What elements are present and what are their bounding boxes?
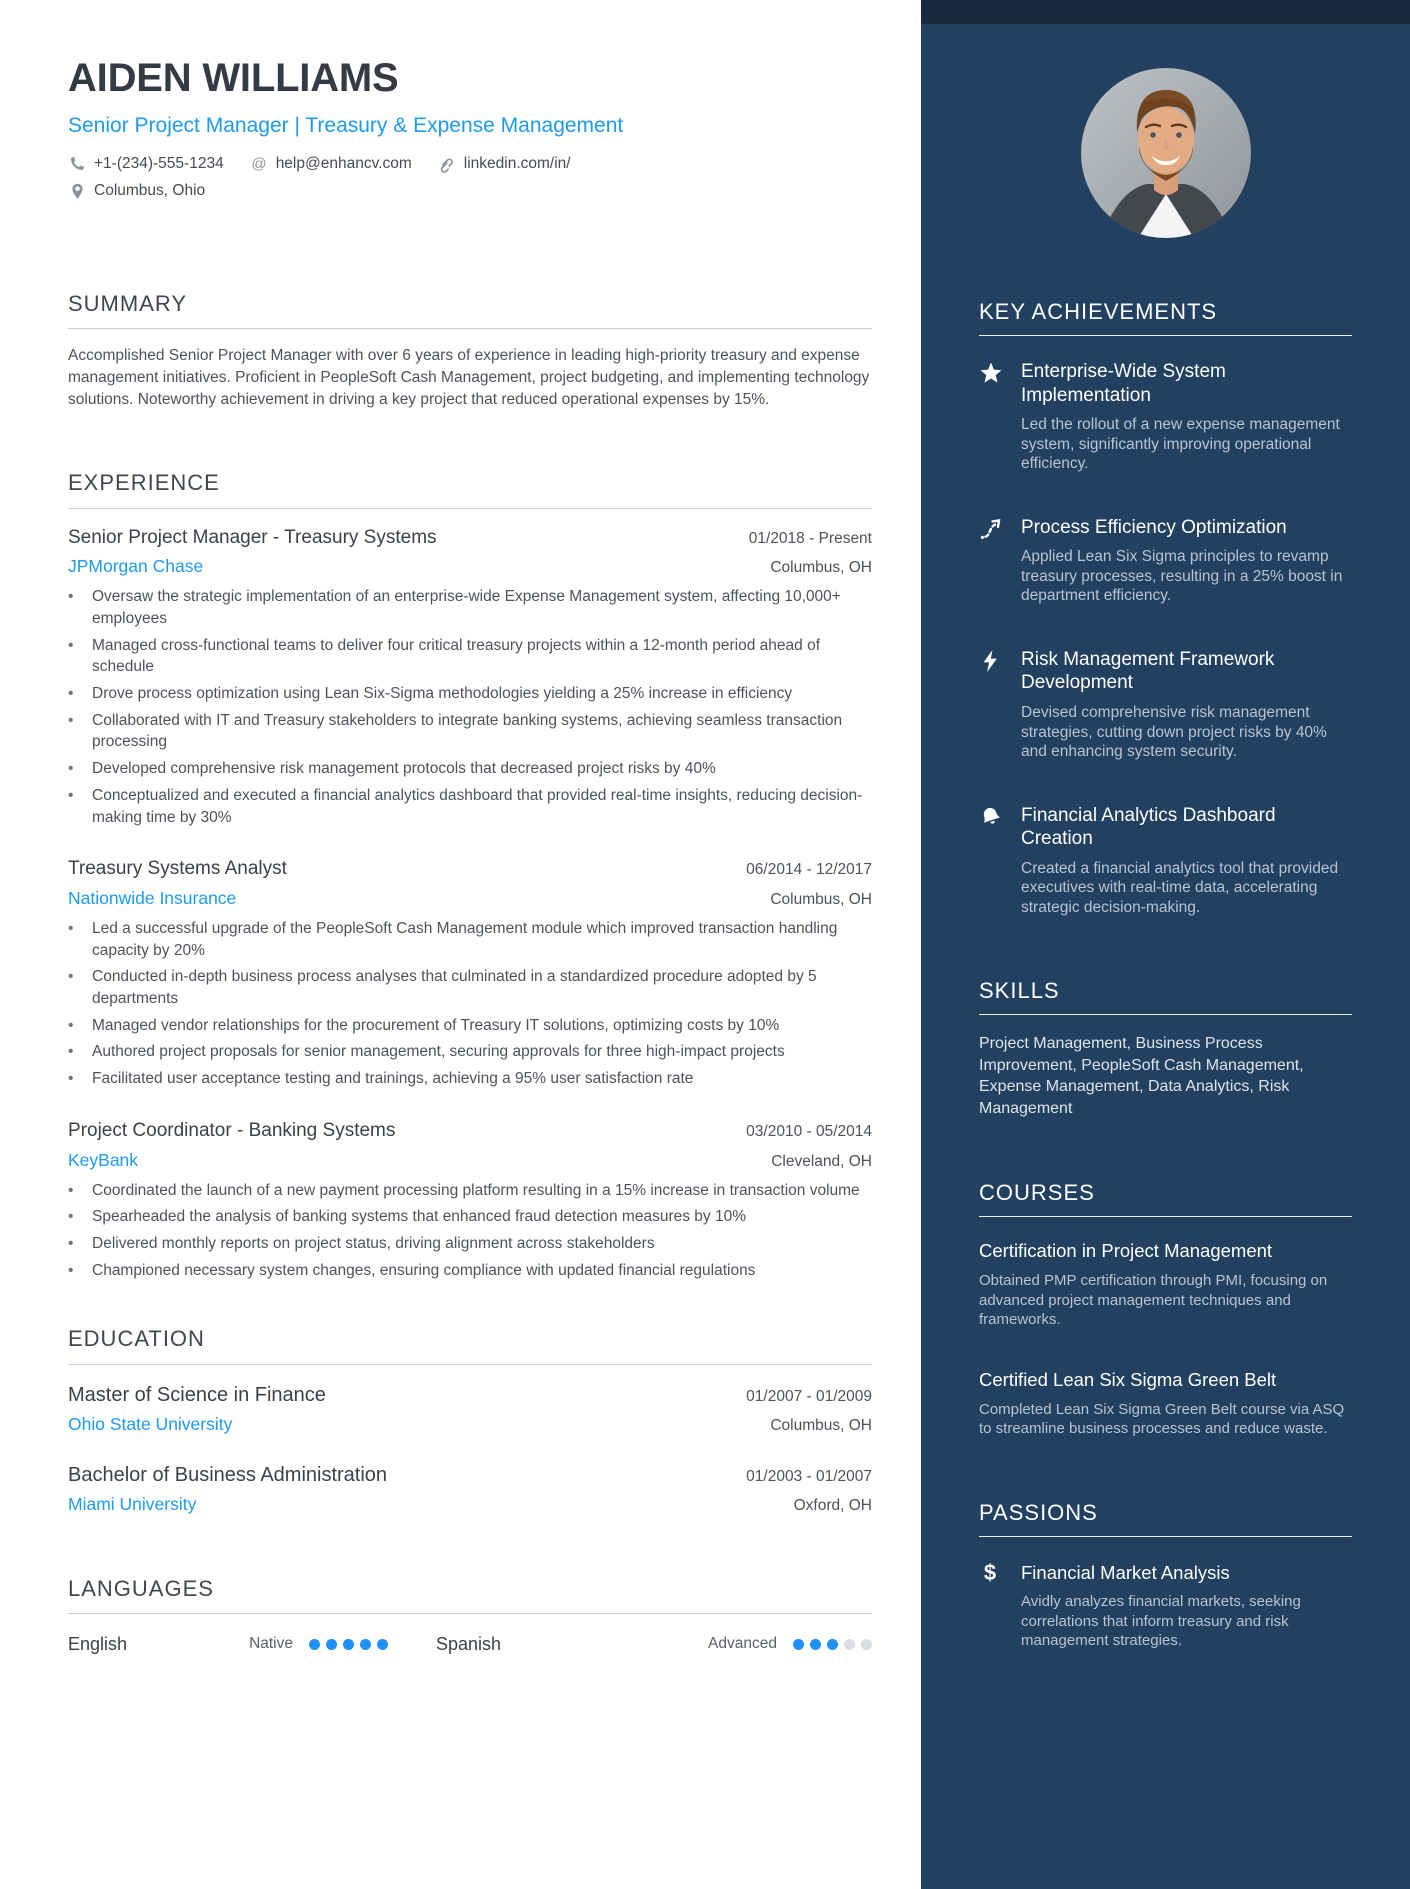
dollar-icon xyxy=(979,1561,1021,1651)
summary-heading: SUMMARY xyxy=(68,291,188,317)
bullet-marker: • xyxy=(68,1016,74,1034)
location-icon xyxy=(68,182,86,200)
job-location: Columbus, OH xyxy=(770,891,872,909)
bullet-item xyxy=(68,1015,872,1037)
achievement-item xyxy=(979,804,1352,918)
job-subheader-row xyxy=(68,1150,872,1171)
job-dates: 06/2014 - 12/2017 xyxy=(746,861,872,879)
job-location: Cleveland, OH xyxy=(771,1152,872,1170)
contact-text: +1-(234)-555-1234 xyxy=(94,155,224,173)
section-divider xyxy=(68,328,872,329)
language-name: English xyxy=(68,1633,128,1654)
language-level: Native xyxy=(249,1635,293,1653)
education-dates: 01/2007 - 01/2009 xyxy=(746,1387,872,1405)
bullet-text: Drove process optimization using Lean Six-Sigma methodologies yielding a 25% increase in efficiency xyxy=(92,685,793,703)
job-dates: 01/2018 - Present xyxy=(748,529,872,547)
section-skills xyxy=(979,979,1352,1119)
achievement-item xyxy=(979,516,1352,606)
education-entry xyxy=(68,1463,872,1515)
link-icon xyxy=(438,155,456,173)
bullet-text: Oversaw the strategic implementation of an enterprise-wide Expense Management system, affecting 10,000+ employees xyxy=(92,588,841,628)
section-divider xyxy=(979,1216,1352,1217)
section-key-achievements xyxy=(979,300,1352,917)
section-divider xyxy=(68,1613,872,1614)
bullet-item xyxy=(68,966,872,1009)
contact-rows xyxy=(68,155,872,200)
section-languages xyxy=(68,1577,872,1655)
job-header-row xyxy=(68,527,872,550)
bullet-marker: • xyxy=(68,760,74,778)
dot-filled xyxy=(343,1639,354,1650)
bullet-marker: • xyxy=(68,920,74,938)
job-subheader-row xyxy=(68,888,872,909)
section-divider xyxy=(979,1014,1352,1015)
passion-body xyxy=(1021,1561,1352,1651)
sidebar xyxy=(921,0,1410,1889)
job-header-row xyxy=(68,858,872,881)
contact-item[interactable] xyxy=(68,155,224,173)
achievement-description: Led the rollout of a new expense management system, significantly improving operational efficiency. xyxy=(1021,416,1340,473)
bullet-marker: • xyxy=(68,711,74,729)
achievements-container xyxy=(979,360,1352,917)
bullet-item xyxy=(68,635,872,678)
education-header-row xyxy=(68,1383,872,1407)
degree-title: Bachelor of Business Administration xyxy=(68,1463,388,1486)
email-icon xyxy=(250,155,268,173)
company-link[interactable]: JPMorgan Chase xyxy=(68,556,204,577)
job-subheader-row xyxy=(68,556,872,577)
process-arrow-icon xyxy=(979,516,1021,606)
section-summary xyxy=(68,292,872,411)
dot-filled xyxy=(360,1639,371,1650)
experience-heading: EXPERIENCE xyxy=(68,470,220,496)
education-heading: EDUCATION xyxy=(68,1326,205,1352)
job-bullets xyxy=(68,586,872,828)
job-bullets xyxy=(68,1180,872,1282)
education-location: Columbus, OH xyxy=(770,1416,872,1434)
bullet-marker: • xyxy=(68,1043,74,1061)
bullet-text: Championed necessary system changes, ensuring compliance with updated financial regulations xyxy=(92,1261,756,1279)
profile-photo-illustration xyxy=(1081,68,1251,238)
section-experience xyxy=(68,471,872,1281)
bullet-marker: • xyxy=(68,636,74,654)
star-icon xyxy=(979,360,1021,474)
education-dates: 01/2003 - 01/2007 xyxy=(746,1467,872,1485)
language-rating xyxy=(249,1635,388,1653)
language-rating xyxy=(708,1635,872,1653)
bullet-text: Authored project proposals for senior management, securing approvals for three high-impact projects xyxy=(92,1043,785,1061)
achievement-description: Devised comprehensive risk management strategies, cutting down project risks by 40% and enhancing system security. xyxy=(1021,704,1327,761)
bullet-item xyxy=(68,1068,872,1090)
experience-entry xyxy=(68,858,872,1090)
job-title: Project Coordinator - Banking Systems xyxy=(68,1119,396,1141)
person-name: AIDEN WILLIAMS xyxy=(68,56,399,100)
achievement-item xyxy=(979,648,1352,762)
course-title: Certification in Project Management xyxy=(979,1240,1273,1262)
language-dots xyxy=(309,1639,388,1650)
bullet-marker: • xyxy=(68,968,74,986)
section-education xyxy=(68,1327,872,1514)
bullet-item xyxy=(68,1041,872,1063)
svg-text:@: @ xyxy=(251,155,267,173)
courses-container xyxy=(979,1239,1352,1439)
achievement-body xyxy=(1021,804,1352,918)
achievement-body xyxy=(1021,648,1352,762)
passion-item xyxy=(979,1561,1352,1651)
dot-filled xyxy=(377,1639,388,1650)
passions-container xyxy=(979,1561,1352,1651)
section-passions xyxy=(979,1501,1352,1651)
course-item xyxy=(979,1239,1352,1330)
language-level: Advanced xyxy=(708,1635,777,1653)
bullet-text: Conducted in-depth business process analyses that culminated in a standardized procedure adopted by 5 departments xyxy=(92,968,817,1008)
language-entry xyxy=(68,1634,388,1655)
company-link[interactable]: Nationwide Insurance xyxy=(68,888,237,909)
dot-filled xyxy=(810,1639,821,1650)
course-description: Obtained PMP certification through PMI, focusing on advanced project management techniques and frameworks. xyxy=(979,1272,1328,1329)
job-dates: 03/2010 - 05/2014 xyxy=(746,1122,872,1140)
bullet-marker: • xyxy=(68,685,74,703)
job-title: Treasury Systems Analyst xyxy=(68,858,287,880)
company-link[interactable]: KeyBank xyxy=(68,1149,139,1170)
summary-text: Accomplished Senior Project Manager with over 6 years of experience in leading high-priority treasury and expense management initiatives. Proficient in PeopleSoft Cash Management, project budgeting, and implementing technology solutions. Noteworthy achievement in driving a key project that reduced operational expenses by 15%. xyxy=(68,347,870,409)
passion-description: Avidly analyzes financial markets, seeking correlations that inform treasury and risk management strategies. xyxy=(1021,1593,1301,1650)
bullet-text: Delivered monthly reports on project status, driving alignment across stakeholders xyxy=(92,1235,655,1253)
education-entry xyxy=(68,1383,872,1435)
achievement-description: Applied Lean Six Sigma principles to revamp treasury processes, resulting in a 25% boost in department efficiency. xyxy=(1021,548,1343,605)
bullet-item xyxy=(68,1206,872,1228)
school-link[interactable]: Miami University xyxy=(68,1493,197,1514)
education-subheader-row xyxy=(68,1494,872,1515)
bullet-item xyxy=(68,1180,872,1202)
education-location: Oxford, OH xyxy=(793,1496,872,1514)
bullet-marker: • xyxy=(68,1235,74,1253)
degree-title: Master of Science in Finance xyxy=(68,1383,326,1406)
achievement-title: Financial Analytics Dashboard Creation xyxy=(1021,804,1276,850)
contact-text: linkedin.com/in/ xyxy=(463,155,571,173)
dot-empty xyxy=(861,1639,872,1650)
job-location: Columbus, OH xyxy=(770,559,872,577)
bullet-marker: • xyxy=(68,1261,74,1279)
skills-list: Project Management, Business Process Improvement, PeopleSoft Cash Management, Expense Management, Data Analytics, Risk Management xyxy=(979,1035,1304,1117)
bullet-item xyxy=(68,586,872,629)
bullet-text: Collaborated with IT and Treasury stakeholders to integrate banking systems, achieving seamless transaction processing xyxy=(92,711,843,751)
bullet-item xyxy=(68,758,872,780)
key-achievements-heading: KEY ACHIEVEMENTS xyxy=(979,299,1218,324)
languages-row xyxy=(68,1634,872,1655)
section-divider xyxy=(979,335,1352,336)
achievement-body xyxy=(1021,516,1352,606)
jobs-container xyxy=(68,527,872,1282)
bullet-text: Coordinated the launch of a new payment processing platform resulting in a 15% increase in transaction volume xyxy=(92,1181,860,1199)
person-job-title: Senior Project Manager | Treasury & Expense Management xyxy=(68,114,624,137)
education-header-row xyxy=(68,1463,872,1487)
contact-text: Columbus, Ohio xyxy=(94,182,206,200)
bullet-item xyxy=(68,918,872,961)
course-title: Certified Lean Six Sigma Green Belt xyxy=(979,1368,1277,1390)
languages-heading: LANGUAGES xyxy=(68,1575,214,1601)
courses-heading: COURSES xyxy=(979,1180,1095,1206)
language-name: Spanish xyxy=(436,1633,502,1654)
svg-text:$: $ xyxy=(983,1561,997,1586)
phone-icon xyxy=(68,155,86,173)
achievement-title: Process Efficiency Optimization xyxy=(1021,516,1287,538)
dot-filled xyxy=(309,1639,320,1650)
contact-row xyxy=(68,155,872,173)
bullet-marker: • xyxy=(68,1070,74,1088)
bullet-marker: • xyxy=(68,786,74,804)
experience-entry xyxy=(68,1120,872,1282)
language-dots xyxy=(793,1639,872,1650)
bullet-text: Led a successful upgrade of the PeopleSoft Cash Management module which improved transaction handling capacity by 20% xyxy=(92,920,838,959)
dot-filled xyxy=(793,1639,804,1650)
contact-item[interactable] xyxy=(250,155,412,173)
profile-photo xyxy=(1081,68,1251,238)
bullet-marker: • xyxy=(68,588,74,606)
bullet-text: Conceptualized and executed a financial analytics dashboard that provided real-time insights, reducing decision-making time by 30% xyxy=(92,786,863,826)
section-divider xyxy=(68,508,872,509)
bullet-text: Managed cross-functional teams to deliver four critical treasury projects within a 12-month period ahead of schedule xyxy=(92,636,821,676)
contact-item[interactable] xyxy=(68,182,205,200)
achievement-title: Risk Management Framework Development xyxy=(1021,648,1275,694)
job-bullets xyxy=(68,918,872,1090)
job-header-row xyxy=(68,1120,872,1143)
language-entry xyxy=(436,1634,872,1655)
bullet-item xyxy=(68,710,872,753)
bullet-text: Spearheaded the analysis of banking systems that enhanced fraud detection measures by 10% xyxy=(92,1208,746,1226)
bullet-item xyxy=(68,785,872,828)
education-subheader-row xyxy=(68,1414,872,1435)
education-container xyxy=(68,1383,872,1515)
school-link[interactable]: Ohio State University xyxy=(68,1413,233,1434)
dot-filled xyxy=(326,1639,337,1650)
achievement-body xyxy=(1021,360,1352,474)
bullet-text: Developed comprehensive risk management protocols that decreased project risks by 40% xyxy=(92,760,716,778)
contact-row xyxy=(68,182,872,200)
bullet-item xyxy=(68,1260,872,1282)
passion-title: Financial Market Analysis xyxy=(1021,1562,1230,1584)
sidebar-top-band xyxy=(921,0,1410,24)
course-item xyxy=(979,1368,1352,1439)
lightning-icon xyxy=(979,648,1021,762)
skills-heading: SKILLS xyxy=(979,978,1060,1004)
bullet-marker: • xyxy=(68,1181,74,1199)
bullet-text: Managed vendor relationships for the procurement of Treasury IT solutions, optimizing costs by 10% xyxy=(92,1016,780,1034)
course-description: Completed Lean Six Sigma Green Belt course via ASQ to streamline business processes and reduce waste. xyxy=(979,1400,1345,1438)
bullet-item xyxy=(68,683,872,705)
achievement-description: Created a financial analytics tool that provided executives with real-time data, accelerating strategic decision-making. xyxy=(1021,859,1339,916)
bell-icon xyxy=(979,804,1021,918)
section-divider xyxy=(68,1364,872,1365)
job-title: Senior Project Manager - Treasury Systems xyxy=(68,526,437,548)
achievement-item xyxy=(979,360,1352,474)
dot-filled xyxy=(827,1639,838,1650)
contact-text: help@enhancv.com xyxy=(275,155,412,173)
experience-entry xyxy=(68,527,872,829)
achievement-title: Enterprise-Wide System Implementation xyxy=(1021,361,1226,406)
contact-item[interactable] xyxy=(438,155,571,173)
section-divider xyxy=(979,1536,1352,1537)
dot-empty xyxy=(844,1639,855,1650)
section-courses xyxy=(979,1181,1352,1439)
passions-heading: PASSIONS xyxy=(979,1499,1098,1525)
bullet-item xyxy=(68,1233,872,1255)
bullet-marker: • xyxy=(68,1208,74,1226)
bullet-text: Facilitated user acceptance testing and trainings, achieving a 95% user satisfaction rate xyxy=(92,1070,694,1088)
